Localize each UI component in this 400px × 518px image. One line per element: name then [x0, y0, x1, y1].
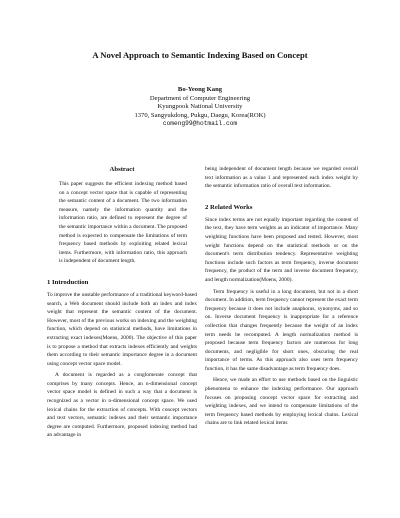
- author-university: Kyungpook National University: [157, 103, 243, 111]
- author-department: Department of Computer Engineering: [149, 94, 251, 102]
- intro-paragraph-1: To improve the unstable performance of a traditional keyword-based search, a Web document should include both an index and index weight that represent the semantic content of the document. However, most of the previous works on indexing and the weighting function, which depend on statistical methods, have limitations in extracting exact indexes(Moens, 2000). The objective of this paper is to propose a method that extracts indexes efficiently and weights them according to their semantic importance degree in a document using concept vector space model.: [47, 291, 197, 367]
- right-column: [205, 165, 358, 428]
- author-name: Bo-Yeong Kang: [177, 86, 223, 93]
- paper-title: A Novel Approach to Semantic Indexing Based on Concept: [92, 50, 308, 60]
- related-paragraph-3: Hence, we made an effort to use methods based on the linguistic phenomena to enhance the indexing performance. Our approach focuses on proposing concept vector space for extracting and weighting indexes, and we intend to compensate limitations of the term frequency based methods by employing lexical chains. Lexical chains are to link related lexical items: [205, 377, 358, 427]
- abstract-text: This paper suggests the efficient indexing method based on a concept vector space that is capable of representing the semantic content of a document. The two information measure, namely the information quantity and the information ratio, are defined to represent the degree of the semantic importance within a document. The proposed method is expected to compensate the limitations of term frequency based methods by exploiting related lexical items. Furthermore, with information ratio, this approach is independent of document length.: [59, 181, 187, 265]
- left-column: [47, 165, 197, 440]
- intro-heading: 1 Introduction: [47, 278, 89, 286]
- abstract-heading: Abstract: [109, 166, 135, 173]
- related-works-heading: 2 Related Works: [205, 203, 253, 211]
- author-block: [40, 86, 360, 129]
- author-address: 1370, Sangyukdong, Pukgu, Daegu, Korea(ROK): [134, 111, 266, 119]
- related-paragraph-2: Term frequency is useful in a long document, but not in a short document. In addition, term frequency cannot represent the exact term frequency because it does not include anaphoras, synonyms, and so on. Inverse document frequency is inappropriate for a reference collection that changes frequently because the weight of an index term needs be recomputed. A length normalization method is proposed because term frequency factors are numerous for long documents, and negligible for short ones, obscuring the real importance of terms. As this approach also uses term frequency function, it has the same disadvantage as term frequency does.: [205, 288, 358, 372]
- intro-paragraph-continued: being independent of document length because we regarded overall text information as a value 1 and represented each index weight by the semantic information ratio of overall text information.: [205, 166, 358, 190]
- author-email: comeng99@hotmail.com: [162, 120, 238, 128]
- intro-paragraph-2: A document is regarded as a conglomerate concept that comprises by many concepts. Hence, an n-dimensional concept vector space model is defined in such a way that a document is recognized as a vector in n-dimensional concept space. We used lexical chains for the extraction of concepts. With concept vectors and text vectors, semantic indexes and their semantic importance degree are computed. Furthermore, proposed indexing method had an advantage in: [47, 372, 197, 439]
- related-paragraph-1: Since index terms are not equally important regarding the content of the text, they have term weights as an indicator of importance. Many weighting functions have been proposed and tested. However, most weight functions depend on the statistical methods or on the document's term distribution tendency. Representative weighting functions include such factors as term frequency, inverse document frequency, the product of the term and inverse document frequency, and length normalization(Moens, 2000).: [205, 216, 358, 283]
